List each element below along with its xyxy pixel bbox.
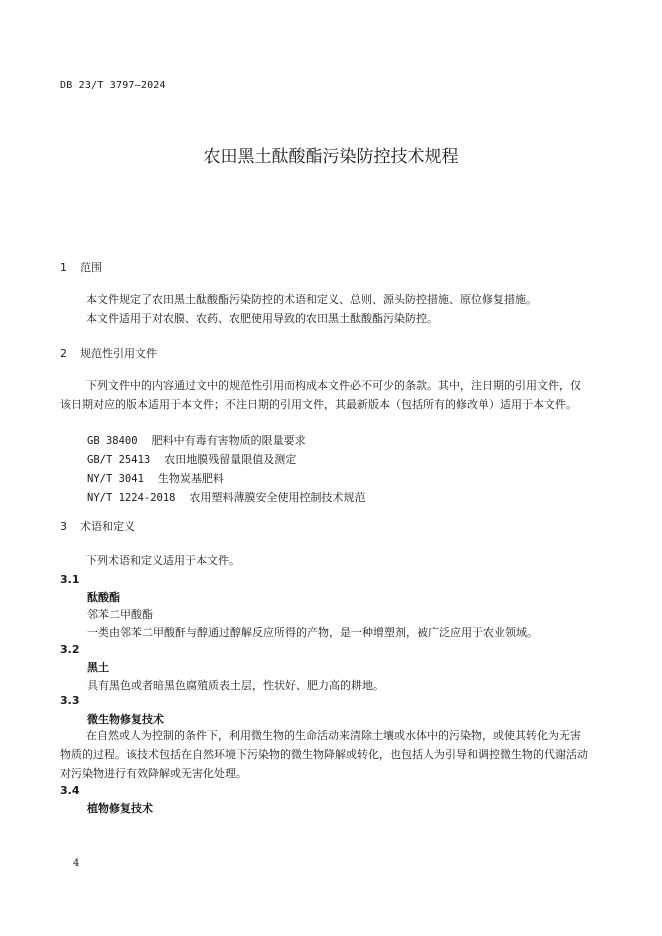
scope-paragraphs: [60, 290, 588, 328]
ref-item: [87, 451, 296, 467]
ref-item: [87, 432, 306, 448]
ref-title: 农田地膜残留量限值及测定: [164, 453, 297, 466]
document-id: DB 23/T 3797—2024: [60, 80, 166, 91]
ref-item: [87, 489, 366, 505]
ref-item: [87, 470, 224, 486]
term-number: 3.1: [60, 573, 80, 586]
refs-intro-paragraph: 下列文件中的内容通过文中的规范性引用而构成本文件必不可少的条款。其中，注日期的引用文件，仅该日期对应的版本适用于本文件；不注日期的引用文件，其最新版本（包括所有的修改单）适用于本文件。: [60, 379, 581, 411]
terms-intro-paragraph: 下列术语和定义适用于本文件。: [86, 554, 240, 567]
ref-code: GB 38400: [87, 435, 138, 447]
section-title: 规范性引用文件: [80, 347, 157, 360]
term-definition: 在自然或人为控制的条件下，利用微生物的生命活动来清除土壤或水体中的污染物，或使其转化为无害物质的过程。该技术包括在自然环境下污染物的微生物降解或转化，也包括人为引导和调控微生物的代谢活动对污染物进行有效降解或无害化处理。: [60, 729, 588, 780]
term-name: 植物修复技术: [87, 802, 153, 815]
term-number: 3.2: [60, 643, 80, 656]
section-title: 术语和定义: [80, 520, 135, 533]
term-definition: 具有黑色或者暗黑色腐殖质表土层，性状好、肥力高的耕地。: [87, 679, 384, 692]
section-title: 范围: [80, 261, 102, 274]
section-number: 2: [60, 347, 67, 360]
terms-intro: [60, 551, 588, 570]
ref-title: 农用塑料薄膜安全使用控制技术规范: [189, 491, 366, 504]
section-1-heading: [60, 259, 102, 275]
term-definition: 一类由邻苯二甲酸酐与醇通过醇解反应所得的产物，是一种增塑剂，被广泛应用于农业领域。: [87, 626, 538, 639]
refs-intro: [60, 376, 588, 414]
term-name: 微生物修复技术: [87, 713, 164, 726]
section-2-heading: [60, 345, 157, 361]
page-number: 4: [73, 858, 80, 869]
term-definition-block: [60, 726, 588, 783]
term-name: 酞酸酯: [87, 591, 120, 604]
term-number: 3.3: [60, 694, 80, 707]
term-alt-name: 邻苯二甲酸酯: [87, 608, 153, 621]
term-name: 黑土: [87, 661, 109, 674]
scope-paragraph-1: 本文件规定了农田黑土酞酸酯污染防控的术语和定义、总则、源头防控措施、原位修复措施。: [86, 293, 537, 306]
section-number: 3: [60, 520, 67, 533]
document-title: 农田黑土酞酸酯污染防控技术规程: [203, 147, 459, 167]
ref-code: GB/T 25413: [87, 454, 151, 466]
ref-title: 生物炭基肥料: [157, 472, 224, 485]
term-number: 3.4: [60, 784, 80, 797]
section-3-heading: [60, 518, 135, 534]
ref-title: 肥料中有毒有害物质的限量要求: [151, 434, 306, 447]
section-number: 1: [60, 261, 67, 274]
ref-code: NY/T 1224-2018: [87, 492, 176, 504]
scope-paragraph-2: 本文件适用于对农膜、农药、农肥使用导致的农田黑土酞酸酯污染防控。: [86, 312, 438, 325]
ref-code: NY/T 3041: [87, 473, 144, 485]
